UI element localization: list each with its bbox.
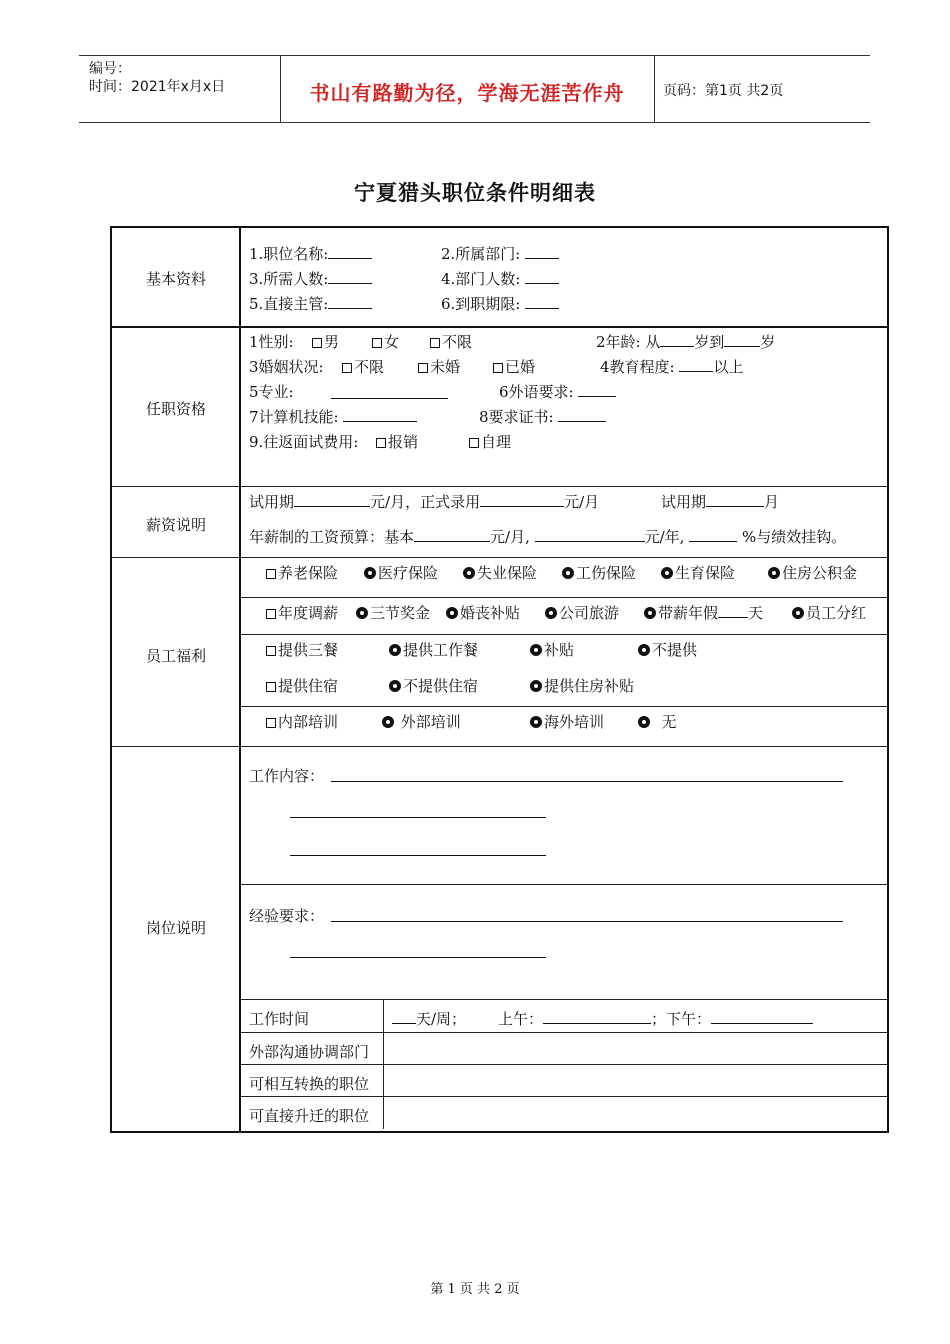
option-label: 自理: [481, 433, 512, 451]
option-label: 女: [384, 333, 400, 351]
gender-label: 1性别:: [249, 333, 294, 351]
benefit-option[interactable]: [661, 562, 735, 583]
annual-leave-blank[interactable]: [718, 603, 748, 618]
day-label: 天: [748, 604, 764, 622]
benefit-label: 提供住宿: [278, 677, 339, 695]
checkbox-icon[interactable]: [376, 438, 386, 448]
radio-icon[interactable]: [545, 607, 557, 619]
hours-field[interactable]: [498, 1008, 813, 1029]
benefit-label: 提供工作餐: [403, 641, 479, 659]
benefit-label: 住房公积金: [782, 564, 858, 582]
radio-icon[interactable]: [661, 567, 673, 579]
benefit-row-divider: [240, 634, 887, 635]
education-blank[interactable]: [679, 357, 713, 372]
age-field[interactable]: [596, 331, 775, 352]
marital-option[interactable]: [342, 356, 384, 377]
radio-icon[interactable]: [463, 567, 475, 579]
interview-option[interactable]: [469, 431, 511, 452]
marital-option[interactable]: [418, 356, 460, 377]
work-time-label: 工作时间: [249, 1010, 310, 1028]
work-time-field[interactable]: [392, 1008, 466, 1029]
checkbox-icon[interactable]: [493, 363, 503, 373]
work-content-line[interactable]: [331, 781, 843, 782]
benefit-option[interactable]: [382, 711, 461, 732]
checkbox-icon[interactable]: [342, 363, 352, 373]
dept-headcount-label: 4.部门人数:: [441, 270, 521, 288]
radio-icon[interactable]: [530, 680, 542, 692]
experience-line[interactable]: [290, 957, 546, 958]
option-label: 未婚: [430, 358, 461, 376]
doc-time-label: 时间：2021年x月x日: [89, 79, 226, 95]
gender-option[interactable]: [312, 331, 339, 352]
benefit-option[interactable]: [266, 562, 338, 583]
benefit-label: 不提供: [652, 641, 698, 659]
job-name-field[interactable]: [249, 243, 372, 264]
page-indicator: 页码：第1页 共2页: [663, 83, 784, 99]
section-label-basic: 基本资料: [145, 270, 206, 288]
age-mid-label: 岁到: [694, 333, 725, 351]
department-label: 2.所属部门:: [441, 245, 521, 263]
benefit-option[interactable]: [638, 711, 677, 732]
interview-cost-label: 9.往返面试费用:: [249, 433, 359, 451]
page-footer: 第 1 页 共 2 页: [430, 1282, 520, 1297]
trial-period-blank[interactable]: [706, 492, 764, 507]
benefit-label: 工伤保险: [576, 564, 637, 582]
afternoon-blank[interactable]: [711, 1009, 813, 1024]
benefit-label: 失业保险: [477, 564, 538, 582]
benefit-label: 婚丧补贴: [460, 604, 521, 622]
benefit-label: 养老保险: [278, 564, 339, 582]
computer-blank[interactable]: [343, 407, 417, 422]
option-label: 不限: [442, 333, 473, 351]
benefit-label: 无: [661, 713, 677, 731]
month-label: 月: [764, 493, 780, 511]
interview-option[interactable]: [376, 431, 418, 452]
dept-headcount-field[interactable]: [441, 268, 559, 289]
benefit-option[interactable]: [463, 562, 537, 583]
unit-label: 元/月: [564, 493, 600, 511]
section-divider: [110, 326, 887, 328]
age-label: 2年龄: 从: [596, 333, 661, 351]
benefit-label: 生育保险: [675, 564, 736, 582]
benefit-option[interactable]: [768, 562, 857, 583]
certificate-field[interactable]: [479, 406, 606, 427]
radio-icon[interactable]: [638, 644, 650, 656]
section-divider: [110, 557, 887, 558]
benefit-label: 带薪年假: [658, 604, 719, 622]
unit-label: 元/年,: [644, 528, 685, 546]
option-label: 已婚: [505, 358, 536, 376]
radio-icon[interactable]: [382, 716, 394, 728]
morning-blank[interactable]: [543, 1009, 651, 1024]
benefit-option[interactable]: [266, 639, 338, 660]
department-field[interactable]: [441, 243, 559, 264]
headcount-field[interactable]: [249, 268, 372, 289]
radio-icon[interactable]: [644, 607, 656, 619]
benefit-label: 不提供住宿: [403, 677, 479, 695]
benefit-label: 海外培训: [544, 713, 605, 731]
headcount-blank[interactable]: [328, 269, 372, 284]
computer-field[interactable]: [249, 406, 417, 427]
language-label: 6外语要求:: [499, 383, 574, 401]
checkbox-icon[interactable]: [469, 438, 479, 448]
major-label: 5专业:: [249, 383, 294, 401]
marital-option[interactable]: [493, 356, 535, 377]
afternoon-label: ；下午：: [651, 1010, 712, 1028]
radio-icon[interactable]: [530, 644, 542, 656]
supervisor-blank[interactable]: [328, 294, 372, 309]
section-divider: [110, 746, 887, 747]
department-blank[interactable]: [525, 244, 559, 259]
radio-icon[interactable]: [562, 567, 574, 579]
benefit-label: 提供三餐: [278, 641, 339, 659]
page-title: 宁夏猎头职位条件明细表: [354, 180, 596, 205]
benefit-option[interactable]: [356, 602, 430, 623]
label-column-divider: [239, 226, 241, 1131]
checkbox-icon[interactable]: [430, 338, 440, 348]
benefit-option[interactable]: [644, 602, 763, 623]
marital-label: 3婚姻状况:: [249, 358, 324, 376]
benefit-option[interactable]: [530, 675, 634, 696]
work-content-line[interactable]: [290, 855, 546, 856]
benefit-option[interactable]: [530, 639, 574, 660]
experience-label: 经验要求：: [249, 907, 325, 925]
education-field[interactable]: [600, 356, 743, 377]
transfer-positions-label: 可相互转换的职位: [249, 1075, 370, 1093]
headcount-label: 3.所需人数:: [249, 270, 329, 288]
benefit-label: 内部培训: [278, 713, 339, 731]
checkbox-icon[interactable]: [266, 569, 276, 579]
benefit-row-divider: [240, 597, 887, 598]
benefit-option[interactable]: [389, 675, 478, 696]
formal-salary-blank[interactable]: [480, 492, 564, 507]
option-label: 不限: [354, 358, 385, 376]
section-label-position: 岗位说明: [145, 919, 206, 937]
benefit-row-divider: [240, 706, 887, 707]
external-dept-label: 外部沟通协调部门: [249, 1043, 370, 1061]
option-label: 报销: [388, 433, 419, 451]
position-row-divider: [240, 1032, 887, 1033]
header-motto: 书山有路勤为径，学海无涯苦作舟: [309, 81, 625, 105]
unit-label: 元/月,: [490, 528, 530, 546]
language-field[interactable]: [499, 381, 616, 402]
header-top-rule: [79, 55, 870, 56]
radio-icon[interactable]: [446, 607, 458, 619]
checkbox-icon[interactable]: [266, 718, 276, 728]
section-label-qualification: 任职资格: [145, 400, 206, 418]
benefit-option[interactable]: [562, 562, 636, 583]
deadline-blank[interactable]: [525, 294, 559, 309]
annual-label: 年薪制的工资预算：基本: [249, 528, 415, 546]
benefit-label: 年度调薪: [278, 604, 339, 622]
certificate-label: 8要求证书:: [479, 408, 554, 426]
trial-period-field[interactable]: [661, 491, 779, 512]
position-row-divider: [240, 1096, 887, 1097]
performance-blank[interactable]: [689, 527, 737, 542]
position-row-divider: [240, 884, 887, 885]
benefit-label: 外部培训: [400, 713, 461, 731]
benefit-label: 补贴: [544, 641, 575, 659]
days-label: 天/周；: [416, 1010, 467, 1028]
promotion-positions-label: 可直接升迁的职位: [249, 1107, 370, 1125]
doc-number-label: 编号：: [89, 61, 131, 77]
education-label: 4教育程度:: [600, 358, 675, 376]
radio-icon[interactable]: [364, 567, 376, 579]
benefit-label: 三节奖金: [370, 604, 431, 622]
position-row-divider: [240, 1064, 887, 1065]
benefit-option[interactable]: [530, 711, 604, 732]
experience-line[interactable]: [331, 921, 843, 922]
radio-icon[interactable]: [768, 567, 780, 579]
position-row-divider: [240, 999, 887, 1000]
benefit-option[interactable]: [266, 675, 338, 696]
morning-label: 上午：: [498, 1010, 544, 1028]
benefit-label: 医疗保险: [378, 564, 439, 582]
checkbox-icon[interactable]: [266, 646, 276, 656]
radio-icon[interactable]: [389, 644, 401, 656]
section-label-benefits: 员工福利: [145, 647, 206, 665]
radio-icon[interactable]: [530, 716, 542, 728]
education-suffix: 以上: [713, 358, 744, 376]
benefit-option[interactable]: [364, 562, 438, 583]
unit-label: 元/月，正式录用: [370, 493, 481, 511]
work-content-line[interactable]: [290, 817, 546, 818]
position-sub-divider: [383, 999, 384, 1129]
benefit-option[interactable]: [638, 639, 697, 660]
deadline-label: 6.到职期限:: [441, 295, 521, 313]
checkbox-icon[interactable]: [372, 338, 382, 348]
benefit-option[interactable]: [446, 602, 520, 623]
supervisor-label: 5.直接主管:: [249, 295, 329, 313]
radio-icon[interactable]: [389, 680, 401, 692]
section-label-salary: 薪资说明: [145, 516, 206, 534]
checkbox-icon[interactable]: [266, 609, 276, 619]
trial-salary-blank[interactable]: [294, 492, 370, 507]
supervisor-field[interactable]: [249, 293, 372, 314]
benefit-option[interactable]: [266, 602, 338, 623]
benefit-option[interactable]: [792, 602, 866, 623]
benefit-label: 公司旅游: [559, 604, 620, 622]
benefit-label: 提供住房补贴: [544, 677, 635, 695]
annual-year-blank[interactable]: [535, 527, 645, 542]
radio-icon[interactable]: [638, 716, 650, 728]
radio-icon[interactable]: [356, 607, 368, 619]
option-label: 男: [324, 333, 340, 351]
age-from-blank[interactable]: [660, 332, 694, 347]
job-name-blank[interactable]: [328, 244, 372, 259]
trial-period-label: 试用期: [661, 493, 707, 511]
computer-label: 7计算机技能:: [249, 408, 339, 426]
header-divider: [654, 55, 655, 123]
trial-salary-line: [249, 491, 599, 512]
job-name-label: 1.职位名称:: [249, 245, 329, 263]
gender-option[interactable]: [430, 331, 472, 352]
language-blank[interactable]: [578, 382, 616, 397]
trial-label: 试用期: [249, 493, 295, 511]
annual-salary-line: [249, 526, 846, 547]
gender-option[interactable]: [372, 331, 399, 352]
section-divider: [110, 486, 887, 487]
checkbox-icon[interactable]: [418, 363, 428, 373]
header-bottom-rule: [79, 122, 870, 123]
benefit-option[interactable]: [266, 711, 338, 732]
benefit-label: 员工分红: [806, 604, 867, 622]
major-blank[interactable]: [331, 398, 448, 399]
work-content-label: 工作内容：: [249, 767, 325, 785]
performance-label: %与绩效挂钩。: [742, 528, 847, 546]
deadline-field[interactable]: [441, 293, 559, 314]
certificate-blank[interactable]: [558, 407, 606, 422]
checkbox-icon[interactable]: [312, 338, 322, 348]
benefit-option[interactable]: [389, 639, 478, 660]
benefit-option[interactable]: [545, 602, 619, 623]
age-to-blank[interactable]: [724, 332, 760, 347]
radio-icon[interactable]: [792, 607, 804, 619]
dept-headcount-blank[interactable]: [525, 269, 559, 284]
age-end-label: 岁: [760, 333, 776, 351]
annual-base-blank[interactable]: [414, 527, 490, 542]
checkbox-icon[interactable]: [266, 682, 276, 692]
days-blank[interactable]: [392, 1009, 416, 1024]
